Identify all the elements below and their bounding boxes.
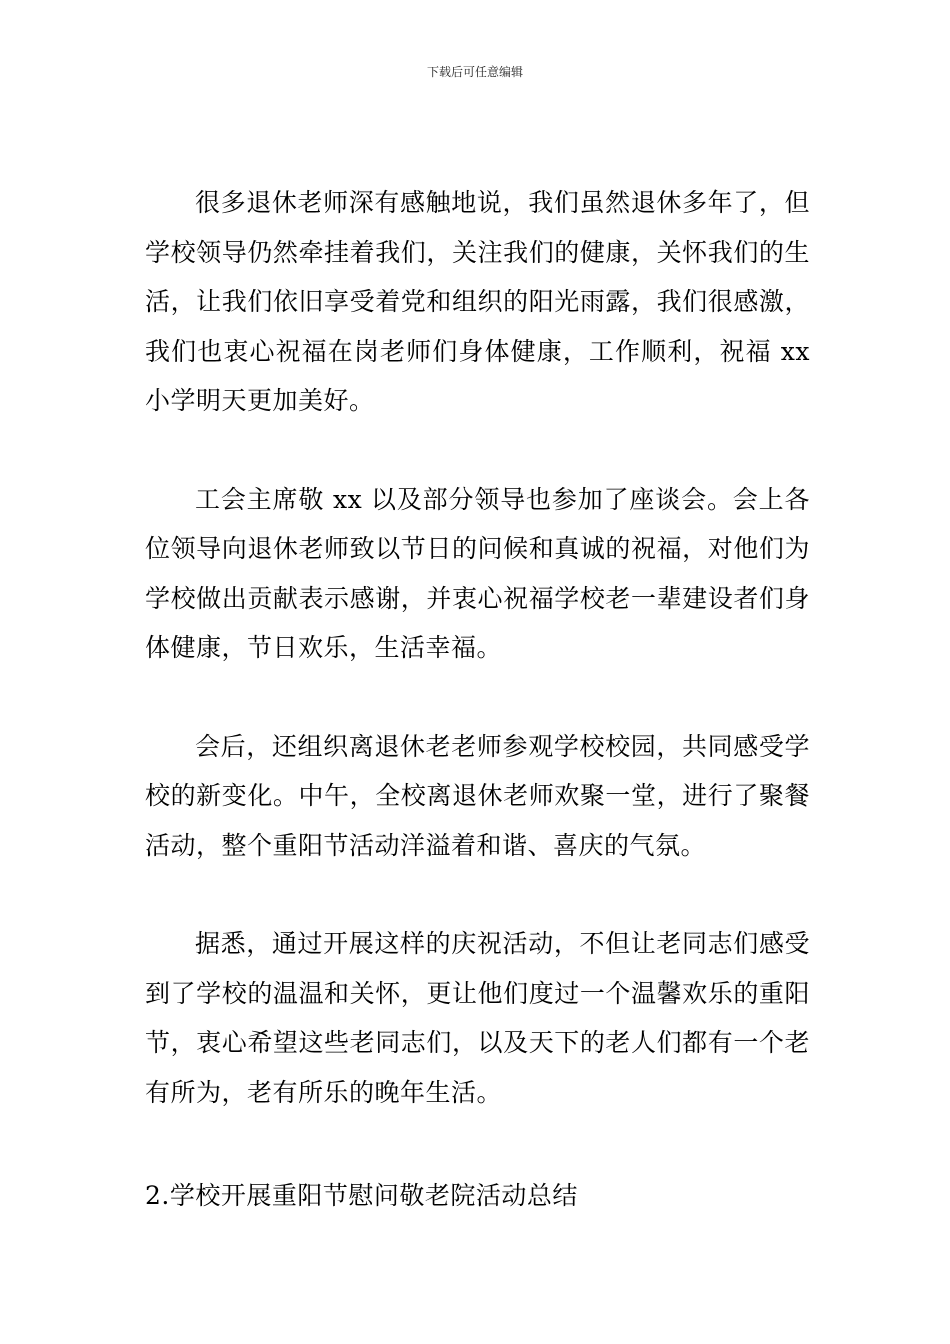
header-note: 下载后可任意编辑	[426, 65, 523, 79]
paragraph-1: 很多退休老师深有感触地说，我们虽然退休多年了，但学校领导仍然牵挂着我们，关注我们的健康，关怀我们的生活，让我们依旧享受着党和组织的阳光雨露，我们很感激，我们也衷心祝福在岗老师们身体健康，工作顺利，祝福 xx 小学明天更加美好。	[145, 188, 810, 415]
paragraph-3: 会后，还组织离退休老老师参观学校校园，共同感受学校的新变化。中午，全校离退休老师欢聚一堂，进行了聚餐活动，整个重阳节活动洋溢着和谐、喜庆的气氛。	[145, 731, 810, 860]
paragraph-4: 据悉，通过开展这样的庆祝活动，不但让老同志们感受到了学校的温温和关怀，更让他们度过一个温馨欢乐的重阳节，衷心希望这些老同志们，以及天下的老人们都有一个老有所为，老有所乐的晚年生活。	[145, 929, 810, 1107]
document-body	[145, 178, 810, 1221]
section-heading: 2.学校开展重阳节慰问敬老院活动总结	[145, 1181, 578, 1210]
paragraph-2: 工会主席敬 xx 以及部分领导也参加了座谈会。会上各位领导向退休老师致以节日的问候和真诚的祝福，对他们为学校做出贡献表示感谢，并衷心祝福学校老一辈建设者们身体健康，节日欢乐，生活幸福。	[145, 484, 810, 662]
